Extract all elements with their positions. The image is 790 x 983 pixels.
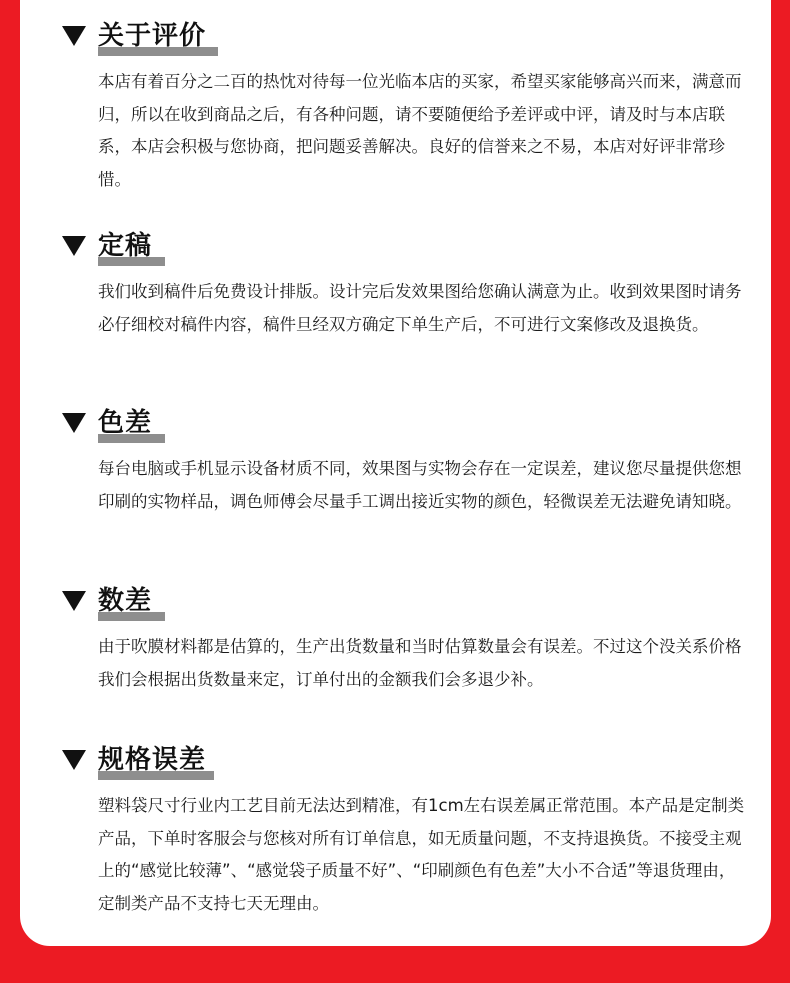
section-title: 规格误差 bbox=[98, 745, 207, 775]
section-title-wrap bbox=[98, 18, 206, 58]
section-body: 本店有着百分之二百的热忱对待每一位光临本店的买家，希望买家能够高兴而来，满意而归，所以在收到商品之后，有各种问题，请不要随便给予差评或中评，请及时与本店联系，本店会积极与您协商，把问题妥善解决。良好的信誉来之不易，本店对好评非常珍惜。 bbox=[98, 72, 742, 189]
section-body: 每台电脑或手机显示设备材质不同，效果图与实物会存在一定误差，建议您尽量提供您想印刷的实物样品，调色师傅会尽量手工调出接近实物的颜色，轻微误差无法避免请知晓。 bbox=[98, 459, 742, 511]
section-body: 塑料袋尺寸行业内工艺目前无法达到精准，有1cm左右误差属正常范围。本产品是定制类产品，下单时客服会与您核对所有订单信息，如无质量问题，不支持退换货。不接受主观上的“感觉比较薄”、“感觉袋子质量不好”、“印刷颜色有色差”大小不合适”等退货理由，定制类产品不支持七天无理由。 bbox=[98, 796, 745, 913]
section-title-wrap bbox=[98, 583, 152, 623]
section-title: 数差 bbox=[98, 586, 153, 616]
triangle-down-icon bbox=[62, 413, 86, 433]
section-title: 色差 bbox=[98, 408, 153, 438]
section-title-wrap bbox=[98, 405, 152, 445]
section-body: 我们收到稿件后免费设计排版。设计完后发效果图给您确认满意为止。收到效果图时请务必仔细校对稿件内容，稿件旦经双方确定下单生产后，不可进行文案修改及退换货。 bbox=[98, 282, 742, 334]
triangle-down-icon bbox=[62, 236, 86, 256]
notice-card bbox=[20, 0, 771, 946]
section-body: 由于吹膜材料都是估算的，生产出货数量和当时估算数量会有误差。不过这个没关系价格我们会根据出货数量来定，订单付出的金额我们会多退少补。 bbox=[98, 637, 742, 689]
section-title: 定稿 bbox=[98, 231, 153, 261]
section-title-wrap bbox=[98, 742, 206, 782]
section-title-wrap bbox=[98, 228, 152, 268]
triangle-down-icon bbox=[62, 26, 86, 46]
section-title: 关于评价 bbox=[98, 21, 207, 51]
triangle-down-icon bbox=[62, 750, 86, 770]
triangle-down-icon bbox=[62, 591, 86, 611]
